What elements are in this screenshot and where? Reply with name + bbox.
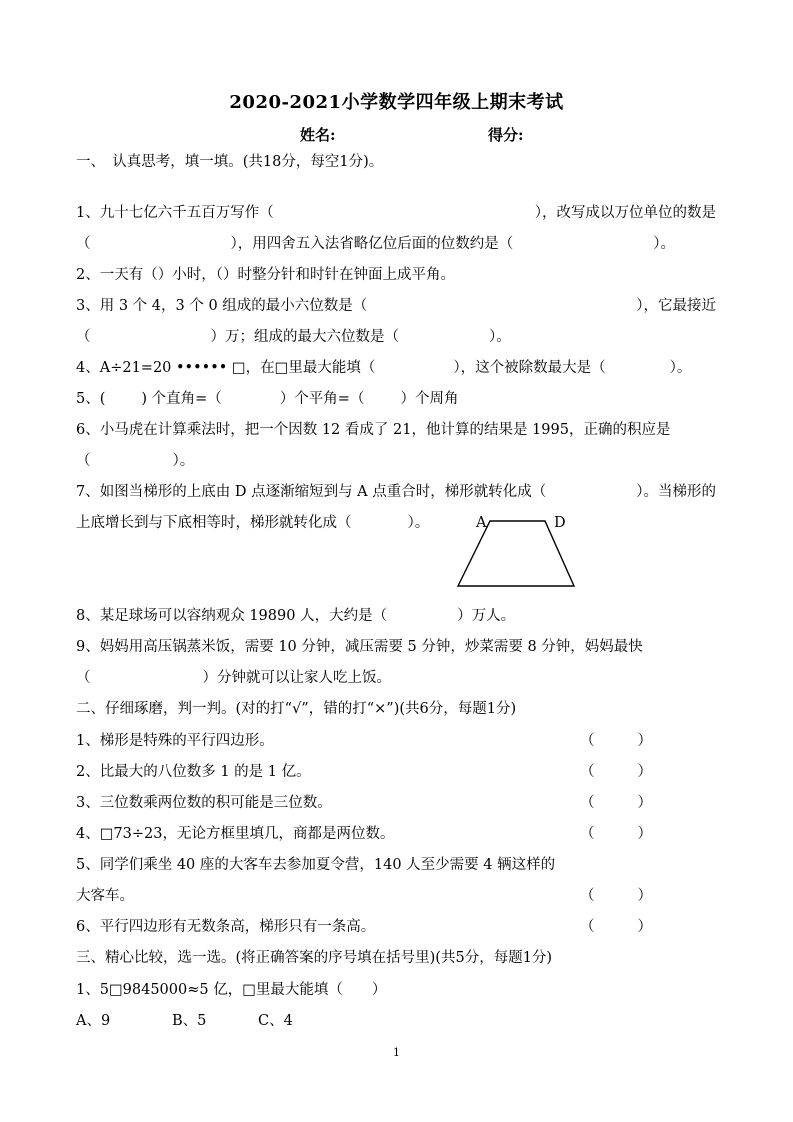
question-3-line-2 [76,327,511,347]
judge-item-3: 3、三位数乘两位数的积可能是三位数。 [76,795,332,811]
judge-answer-6 [580,917,652,937]
q5-text-d: ）个周角 [400,391,459,407]
question-3-line-1 [76,296,716,316]
name-label: 姓名: [300,126,336,144]
question-7-line-1 [76,482,716,502]
q4-text-b: ），这个被除数最大是（ [453,360,606,376]
paren-open: （ [580,826,595,842]
q7-text-right: ）。当梯形的 [636,484,716,500]
q7-text-b: ）。 [407,515,430,531]
judge-item-5-line-1: 5、同学们乘坐 40 座的大客车去参加夏令营，140 人至少需要 4 辆这样的 [76,857,556,873]
q5-text-b: ) 个直角=（ [141,391,222,407]
question-2: 2、一天有（）小时，（）时整分针和时针在钟面上成平角。 [76,267,455,283]
paren-open: （ [580,919,595,935]
question-8 [76,606,515,626]
q3-paren-open: （ [76,329,91,345]
q1-text-left: 1、九十七亿六千五百万写作（ [76,205,274,221]
q5-text-c: ）个平角=（ [279,391,365,407]
question-7-line-2 [76,513,429,533]
paren-open: （ [580,764,595,780]
judge-answer-1 [580,731,652,751]
q8-text-a: 8、某足球场可以容纳观众 19890 人，大约是（ [76,608,388,624]
q8-text-b: ）万人。 [457,608,516,624]
question-4 [76,358,691,378]
question-6-line-2 [76,451,194,471]
judge-answer-3 [580,793,652,813]
choice-option-b: B、5 [172,1013,207,1029]
q1-text-right: ），改写成以万位单位的数是 [534,205,716,221]
q3-text-mid: ）万；组成的最大六位数是（ [210,329,399,345]
q3-paren-close: ）。 [489,329,511,345]
q6-paren-close: ）。 [172,453,195,469]
trapezoid-label-d: D [554,515,566,531]
page-number: 1 [393,1046,400,1059]
judge-answer-4 [580,824,652,844]
q1-paren-close: ）。 [653,236,675,252]
question-9-line-2 [76,668,391,688]
question-6-line-1: 6、小马虎在计算乘法时，把一个因数 12 看成了 21，他计算的结果是 1995，正确的积应是 [76,422,671,438]
judge-item-4: 4、□73÷23，无论方框里填几，商都是两位数。 [76,826,395,842]
paren-close: ） [637,795,652,811]
q9-paren-open: （ [76,670,91,686]
choice-question-1: 1、5□9845000≈5 亿，□里最大能填（ ） [76,982,387,998]
paren-close: ） [637,733,652,749]
trapezoid-figure [452,518,582,588]
q7-text-a: 上底增长到与下底相等时，梯形就转化成（ [76,515,352,531]
q6-paren-open: （ [76,453,91,469]
judge-item-2: 2、比最大的八位数多 1 的是 1 亿。 [76,764,311,780]
judge-answer-2 [580,762,652,782]
choice-option-a: A、9 [76,1013,111,1029]
judge-item-5-line-2: 大客车。 [76,888,134,904]
question-1-line-1 [76,203,716,223]
choice-option-c: C、4 [258,1013,293,1029]
section-3-heading: 三、精心比较，选一选。(将正确答案的序号填在括号里)(共5分，每题1分) [76,950,553,966]
paren-open: （ [580,733,595,749]
question-5 [76,389,458,409]
judge-item-6: 6、平行四边形有无数条高，梯形只有一条高。 [76,919,376,935]
q4-text-c: ）。 [669,360,692,376]
paren-close: ） [637,764,652,780]
q7-text-left: 7、如图当梯形的上底由 D 点逐渐缩短到与 A 点重合时，梯形就转化成（ [76,484,547,500]
q5-text-a: 5、( [76,391,106,407]
judge-answer-5 [580,886,652,906]
paren-open: （ [580,888,595,904]
q4-text-a: 4、A÷21=20 •••••• □，在□里最大能填（ [76,360,376,376]
paren-close: ） [637,826,652,842]
q1-paren-open: （ [76,236,91,252]
question-1-line-2 [76,234,675,254]
section-2-heading: 二、仔细琢磨，判一判。(对的打“√”，错的打“×”)(共6分，每题1分) [76,701,517,717]
paren-close: ） [637,888,652,904]
section-1-heading: 一、 认真思考，填一填。(共18分，每空1分)。 [76,154,384,170]
paren-open: （ [580,795,595,811]
q1-text-mid: ），用四舍五入法省略亿位后面的位数约是（ [230,236,514,252]
question-9-line-1: 9、妈妈用高压锅蒸米饭，需要 10 分钟，减压需要 5 分钟，炒菜需要 8 分钟，妈妈最快 [76,639,643,655]
trapezoid-label-a: A [476,515,487,531]
q3-text-right: ），它最接近 [636,298,716,314]
paren-close: ） [637,919,652,935]
q9-text-b: ）分钟就可以让家人吃上饭。 [202,670,391,686]
judge-item-1: 1、梯形是特殊的平行四边形。 [76,733,274,749]
exam-title: 2020-2021小学数学四年级上期末考试 [229,92,564,113]
score-label: 得分: [488,126,524,144]
q3-text-left: 3、用 3 个 4，3 个 0 组成的最小六位数是（ [76,298,368,314]
